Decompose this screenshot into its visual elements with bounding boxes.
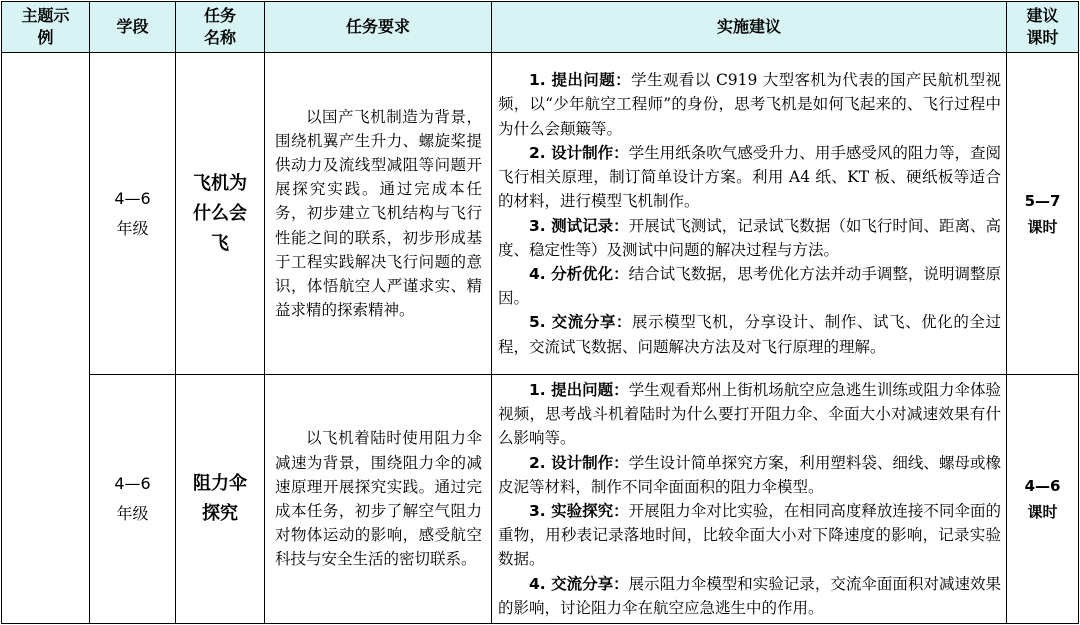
task-table	[1, 1, 1079, 624]
step-text: 学生观看以 C919 大型客机为代表的国产民航机型视频，以“少年航空工程师”的身份，思考飞机是如何飞起来的、飞行过程中为什么会颠簸等。	[498, 71, 1001, 138]
step-title: 5. 交流分享：	[529, 313, 632, 332]
step-text: 开展试飞测试，记录试飞数据（如飞行时间、距离、高度、稳定性等）及测试中问题的解决过程与方法。	[498, 216, 1001, 259]
step-title: 1. 提出问题：	[529, 380, 629, 399]
step-title: 3. 实验探究：	[529, 502, 629, 520]
step-title: 4. 交流分享：	[529, 574, 629, 593]
suggestion-cell	[492, 375, 1007, 624]
step-title: 4. 分析优化：	[529, 264, 629, 283]
step-text: 展示阻力伞模型和实验记录，交流伞面面积对减速效果的影响，讨论阻力伞在航空应急逃生中的作用。	[498, 574, 1001, 617]
requirement-cell: 以飞机着陆时使用阻力伞减速为背景，围绕阻力伞的减速原理开展探究实践。通过完成本任务，初步了解空气阻力对物体运动的影响，感受航空科技与安全生活的密切联系。	[265, 375, 492, 624]
step-item	[498, 499, 1001, 572]
theme-cell	[2, 53, 90, 624]
step-item	[498, 378, 1001, 451]
step-title: 1. 提出问题：	[529, 71, 632, 90]
step-text: 学生设计简单探究方案，利用塑料袋、细线、螺母或橡皮泥等材料，制作不同伞面面积的阻力伞模型。	[498, 453, 1001, 496]
step-title: 2. 设计制作：	[529, 143, 629, 162]
table-row	[2, 375, 1079, 624]
header-suggestion: 实施建议	[492, 2, 1007, 53]
step-text: 展示模型飞机，分享设计、制作、试飞、优化的全过程，交流试飞数据、问题解决方法及对飞行原理的理解。	[498, 313, 1001, 356]
task-name-cell: 阻力伞探究	[176, 375, 265, 624]
step-item	[498, 262, 1001, 310]
suggestion-cell	[492, 53, 1007, 375]
step-item	[498, 572, 1001, 620]
step-text: 开展阻力伞对比实验，在相同高度释放连接不同伞面的重物，用秒表记录落地时间，比较伞面大小对下降速度的影响，记录实验数据。	[498, 502, 1001, 569]
step-item	[498, 214, 1001, 262]
header-theme: 主题示例	[2, 2, 90, 53]
hours-cell: 5—7课时	[1007, 53, 1079, 375]
grade-cell: 4—6年级	[90, 53, 176, 375]
step-text: 学生观看郑州上街机场航空应急逃生训练或阻力伞体验视频，思考战斗机着陆时为什么要打开阻力伞、伞面大小对减速效果有什么影响等。	[498, 380, 1001, 448]
step-title: 3. 测试记录：	[529, 216, 629, 235]
header-task-name: 任务名称	[176, 2, 265, 53]
grade-cell: 4—6年级	[90, 375, 176, 624]
step-item	[498, 451, 1001, 499]
step-item	[498, 310, 1001, 358]
step-item	[498, 68, 1001, 141]
step-item	[498, 141, 1001, 214]
step-text: 学生用纸条吹气感受升力、用手感受风的阻力等，查阅飞行相关原理，制订简单设计方案。利用 A4 纸、KT 板、硬纸板等适合的材料，进行模型飞机制作。	[498, 143, 1001, 211]
header-row	[2, 2, 1079, 53]
table-row	[2, 53, 1079, 375]
hours-cell: 4—6课时	[1007, 375, 1079, 624]
step-text: 结合试飞数据，思考优化方法并动手调整，说明调整原因。	[498, 264, 1001, 308]
requirement-cell: 以国产飞机制造为背景，围绕机翼产生升力、螺旋桨提供动力及流线型减阻等问题开展探究实践。通过完成本任务，初步建立飞机结构与飞行性能之间的联系，初步形成基于工程实践解决飞行问题的意识，体悟航空人严谨求实、精益求精的探索精神。	[265, 53, 492, 375]
task-name-cell: 飞机为什么会飞	[176, 53, 265, 375]
header-requirement: 任务要求	[265, 2, 492, 53]
step-title: 2. 设计制作：	[529, 453, 629, 472]
header-hours: 建议课时	[1007, 2, 1079, 53]
header-stage: 学段	[90, 2, 176, 53]
